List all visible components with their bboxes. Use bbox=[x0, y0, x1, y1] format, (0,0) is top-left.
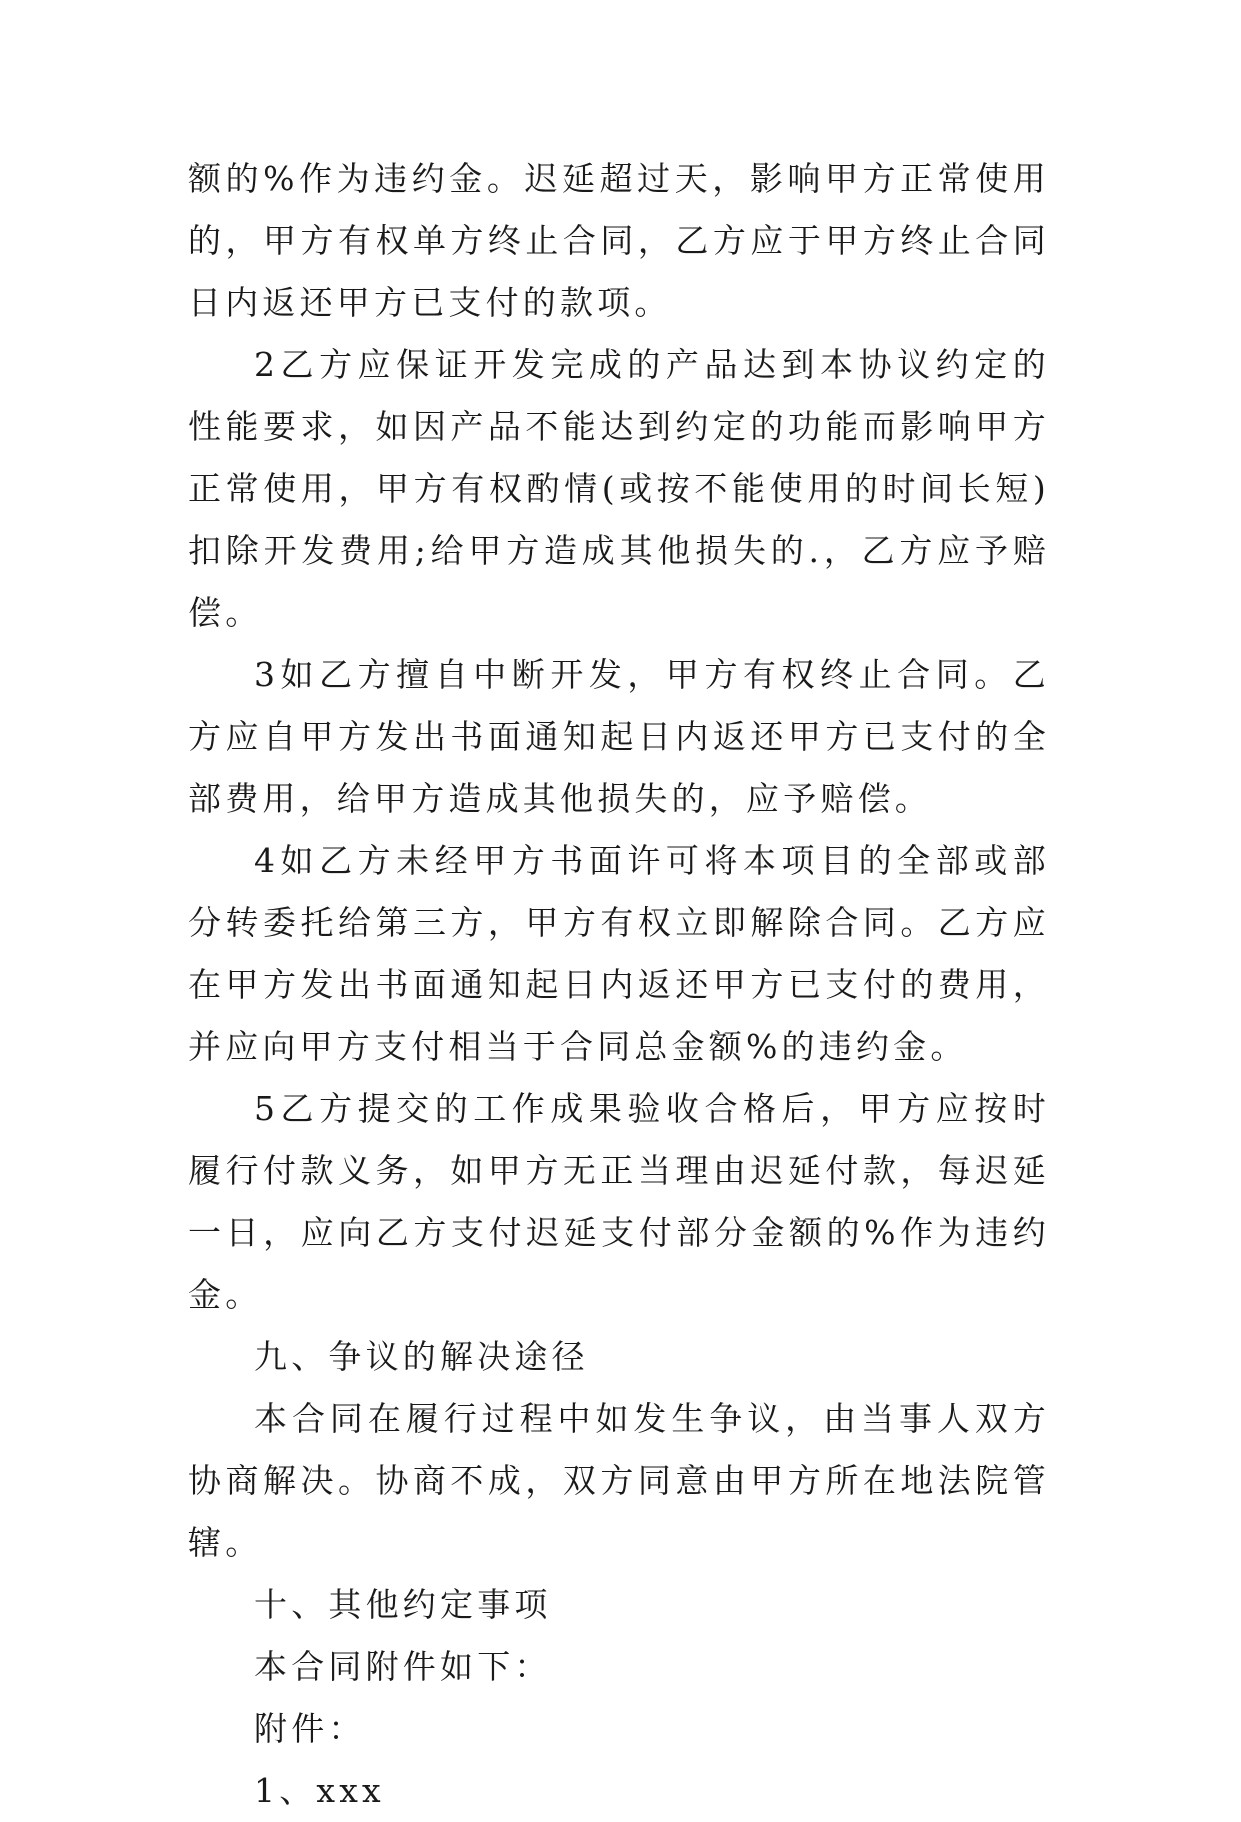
attachments-intro: 本合同附件如下： bbox=[254, 1647, 552, 1686]
section-9-heading: 九、争议的解决途径 bbox=[254, 1337, 589, 1376]
paragraph-continuation: 额的%作为违约金。迟延超过天，影响甲方正常使用的，甲方有权单方终止合同，乙方应于甲方终止合同日内返还甲方已支付的款项。 bbox=[188, 159, 1050, 322]
paragraph-clause-5: 5乙方提交的工作成果验收合格后，甲方应按时履行付款义务，如甲方无正当理由迟延付款，每迟延一日，应向乙方支付迟延支付部分金额的%作为违约金。 bbox=[188, 1089, 1050, 1314]
section-10-heading: 十、其他约定事项 bbox=[254, 1585, 552, 1624]
attachment-item-1: 1、xxx bbox=[254, 1771, 385, 1810]
section-9-body: 本合同在履行过程中如发生争议，由当事人双方协商解决。协商不成，双方同意由甲方所在地法院管辖。 bbox=[188, 1399, 1050, 1562]
paragraph-clause-4: 4如乙方未经甲方书面许可将本项目的全部或部分转委托给第三方，甲方有权立即解除合同。乙方应在甲方发出书面通知起日内返还甲方已支付的费用，并应向甲方支付相当于合同总金额%的违约金。 bbox=[188, 841, 1050, 1066]
attachments-label: 附件： bbox=[254, 1709, 366, 1748]
document-page bbox=[188, 148, 1050, 1822]
paragraph-clause-3: 3如乙方擅自中断开发，甲方有权终止合同。乙方应自甲方发出书面通知起日内返还甲方已支付的全部费用，给甲方造成其他损失的，应予赔偿。 bbox=[188, 655, 1050, 818]
paragraph-clause-2: 2乙方应保证开发完成的产品达到本协议约定的性能要求，如因产品不能达到约定的功能而影响甲方正常使用，甲方有权酌情(或按不能使用的时间长短)扣除开发费用;给甲方造成其他损失的.，乙方应予赔偿。 bbox=[188, 345, 1050, 632]
